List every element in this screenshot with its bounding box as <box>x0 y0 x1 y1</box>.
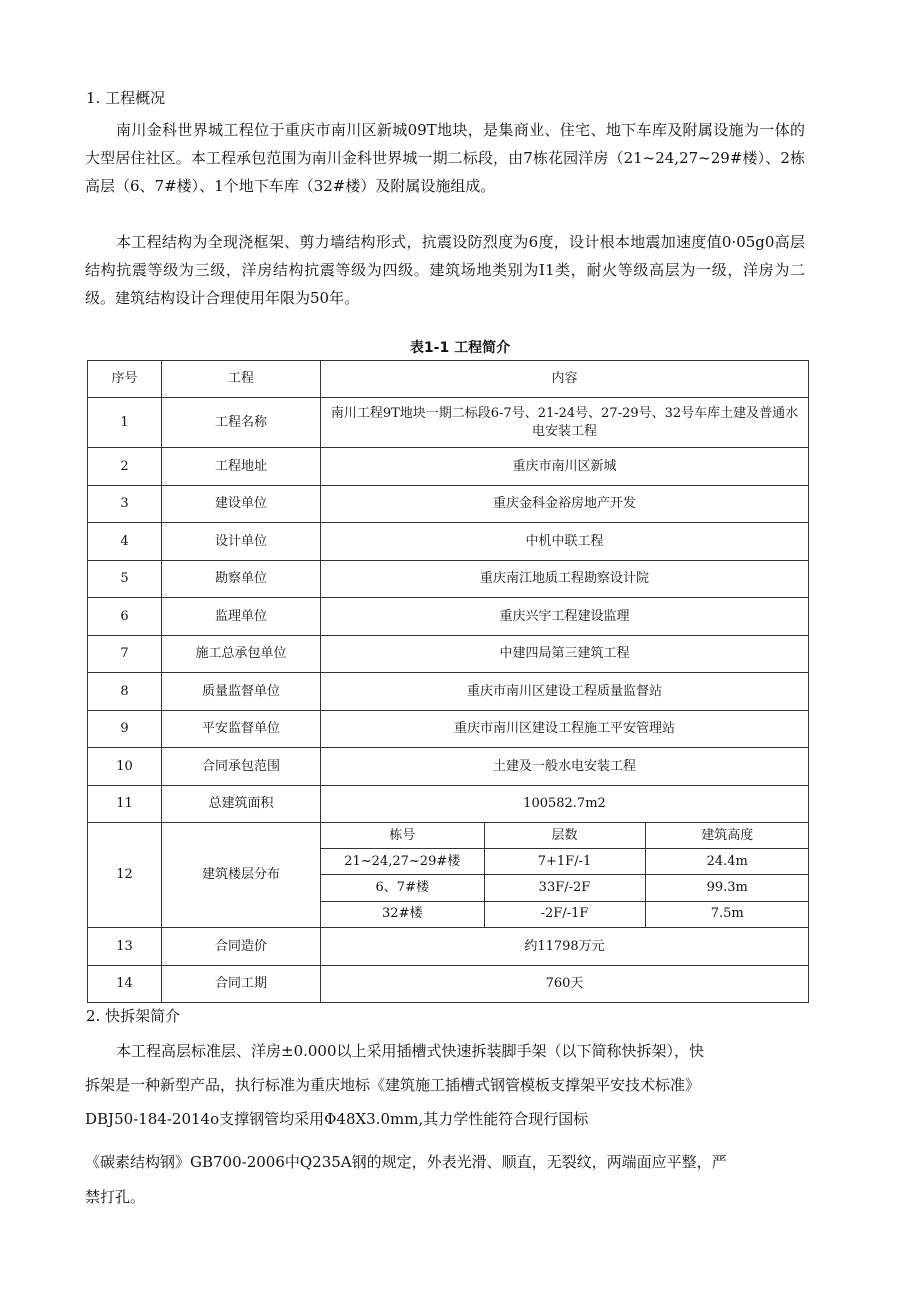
sub-header-floors: 层数 <box>484 823 645 849</box>
table-row <box>88 523 809 561</box>
row-item: 总建筑面积 <box>162 786 321 823</box>
row-no: 9 <box>88 711 162 748</box>
row-item: 工程名称 <box>162 398 321 448</box>
table-row <box>88 486 809 523</box>
row-content: 中建四局第三建筑工程 <box>321 636 809 673</box>
table-row <box>88 711 809 748</box>
row-content: 重庆南江地质工程勘察设计院 <box>321 561 809 598</box>
header-item: 工程 <box>162 361 321 398</box>
sub-header-height: 建筑高度 <box>645 823 809 849</box>
row-no: 8 <box>88 673 162 711</box>
row-no: 3 <box>88 486 162 523</box>
section-1-heading: 1. 工程概况 <box>86 89 166 107</box>
section-2-line: 本工程高层标准层、洋房±0.000以上采用插槽式快速拆装脚手架（以下简称快拆架），快 <box>116 1042 705 1060</box>
row-no: 7 <box>88 636 162 673</box>
row-no: 5 <box>88 561 162 598</box>
row-item: 合同造价 <box>162 928 321 966</box>
row-item: 合同承包范围 <box>162 748 321 786</box>
table-row <box>88 636 809 673</box>
row-item: 建筑楼层分布 <box>162 823 321 928</box>
section-2-line: DBJ50-184-2014o支撑钢管均采用Φ48X3.0mm,其力学性能符合现行国标 <box>85 1110 589 1128</box>
section-2-line: 拆架是一种新型产品，执行标准为重庆地标《建筑施工插槽式钢管模板支撑架平安技术标准》 <box>85 1076 701 1094</box>
table-row <box>88 748 809 786</box>
row-content: 760天 <box>321 966 809 1003</box>
row-content: 重庆市南川区建设工程质量监督站 <box>321 673 809 711</box>
row-item: 工程地址 <box>162 448 321 486</box>
row-no: 1 <box>88 398 162 448</box>
row-item: 施工总承包单位 <box>162 636 321 673</box>
floor-distribution-table <box>321 823 809 927</box>
row-content: 重庆金科金裕房地产开发 <box>321 486 809 523</box>
table-header-row <box>88 361 809 398</box>
row-content: 重庆市南川区新城 <box>321 448 809 486</box>
row-content: 土建及一般水电安装工程 <box>321 748 809 786</box>
sub-floors: 7+1F/-1 <box>484 849 645 875</box>
sub-floors: -2F/-1F <box>484 901 645 927</box>
sub-height: 99.3m <box>645 875 809 901</box>
floor-distribution-cell <box>321 823 809 928</box>
table-row <box>88 598 809 636</box>
row-no: 6 <box>88 598 162 636</box>
sub-height: 7.5m <box>645 901 809 927</box>
row-content: 重庆市南川区建设工程施工平安管理站 <box>321 711 809 748</box>
section-2-heading: 2. 快拆架简介 <box>86 1007 181 1025</box>
sub-building: 6、7#楼 <box>321 875 484 901</box>
row-no: 14 <box>88 966 162 1003</box>
section-2-line: 《碳素结构钢》GB700-2006中Q235A钢的规定，外表光滑、顺直，无裂纹，两端面应平整，严 <box>85 1153 727 1171</box>
row-content: 中机中联工程 <box>321 523 809 561</box>
sub-building: 32#楼 <box>321 901 484 927</box>
table-row <box>88 448 809 486</box>
row-item: 设计单位 <box>162 523 321 561</box>
sub-header-row <box>321 823 809 849</box>
sub-row <box>321 875 809 901</box>
row-content: 重庆兴宇工程建设监理 <box>321 598 809 636</box>
table-row <box>88 928 809 966</box>
sub-height: 24.4m <box>645 849 809 875</box>
row-content: 100582.7m2 <box>321 786 809 823</box>
sub-header-building: 栋号 <box>321 823 484 849</box>
row-no: 13 <box>88 928 162 966</box>
row-content: 南川工程9T地块一期二标段6-7号、21-24号、27-29号、32号车库土建及普通水电安装工程 <box>321 398 809 448</box>
project-summary-table <box>87 360 809 1003</box>
row-no: 12 <box>88 823 162 928</box>
row-item: 勘察单位 <box>162 561 321 598</box>
row-item: 平安监督单位 <box>162 711 321 748</box>
sub-row <box>321 901 809 927</box>
row-no: 11 <box>88 786 162 823</box>
section-1-paragraph-1: 南川金科世界城工程位于重庆市南川区新城09T地块，是集商业、住宅、地下车库及附属设施为一体的大型居住社区。本工程承包范围为南川金科世界城一期二标段，由7栋花园洋房（21~24,27~29#楼）、2栋高层（6、7#楼）、1个地下车库（32#楼）及附属设施组成。 <box>85 121 805 195</box>
sub-floors: 33F/-2F <box>484 875 645 901</box>
row-item: 合同工期 <box>162 966 321 1003</box>
row-no: 10 <box>88 748 162 786</box>
sub-row <box>321 849 809 875</box>
table-caption: 表1-1 工程简介 <box>409 340 511 356</box>
section-2-line: 禁打孔。 <box>85 1188 146 1206</box>
table-row <box>88 398 809 448</box>
row-no: 2 <box>88 448 162 486</box>
row-item: 质量监督单位 <box>162 673 321 711</box>
row-no: 4 <box>88 523 162 561</box>
table-row <box>88 966 809 1003</box>
table-row <box>88 786 809 823</box>
table-row <box>88 673 809 711</box>
row-content: 约11798万元 <box>321 928 809 966</box>
header-content: 内容 <box>321 361 809 398</box>
row-item: 建设单位 <box>162 486 321 523</box>
sub-building: 21~24,27~29#楼 <box>321 849 484 875</box>
table-row-floor-distribution <box>88 823 809 928</box>
row-item: 监理单位 <box>162 598 321 636</box>
section-1-paragraph-2: 本工程结构为全现浇框架、剪力墙结构形式，抗震设防烈度为6度，设计根本地震加速度值0·05g0高层结构抗震等级为三级，洋房结构抗震等级为四级。建筑场地类别为I1类，耐火等级高层为一级，洋房为二级。建筑结构设计合理使用年限为50年。 <box>85 233 805 307</box>
table-row <box>88 561 809 598</box>
header-no: 序号 <box>88 361 162 398</box>
